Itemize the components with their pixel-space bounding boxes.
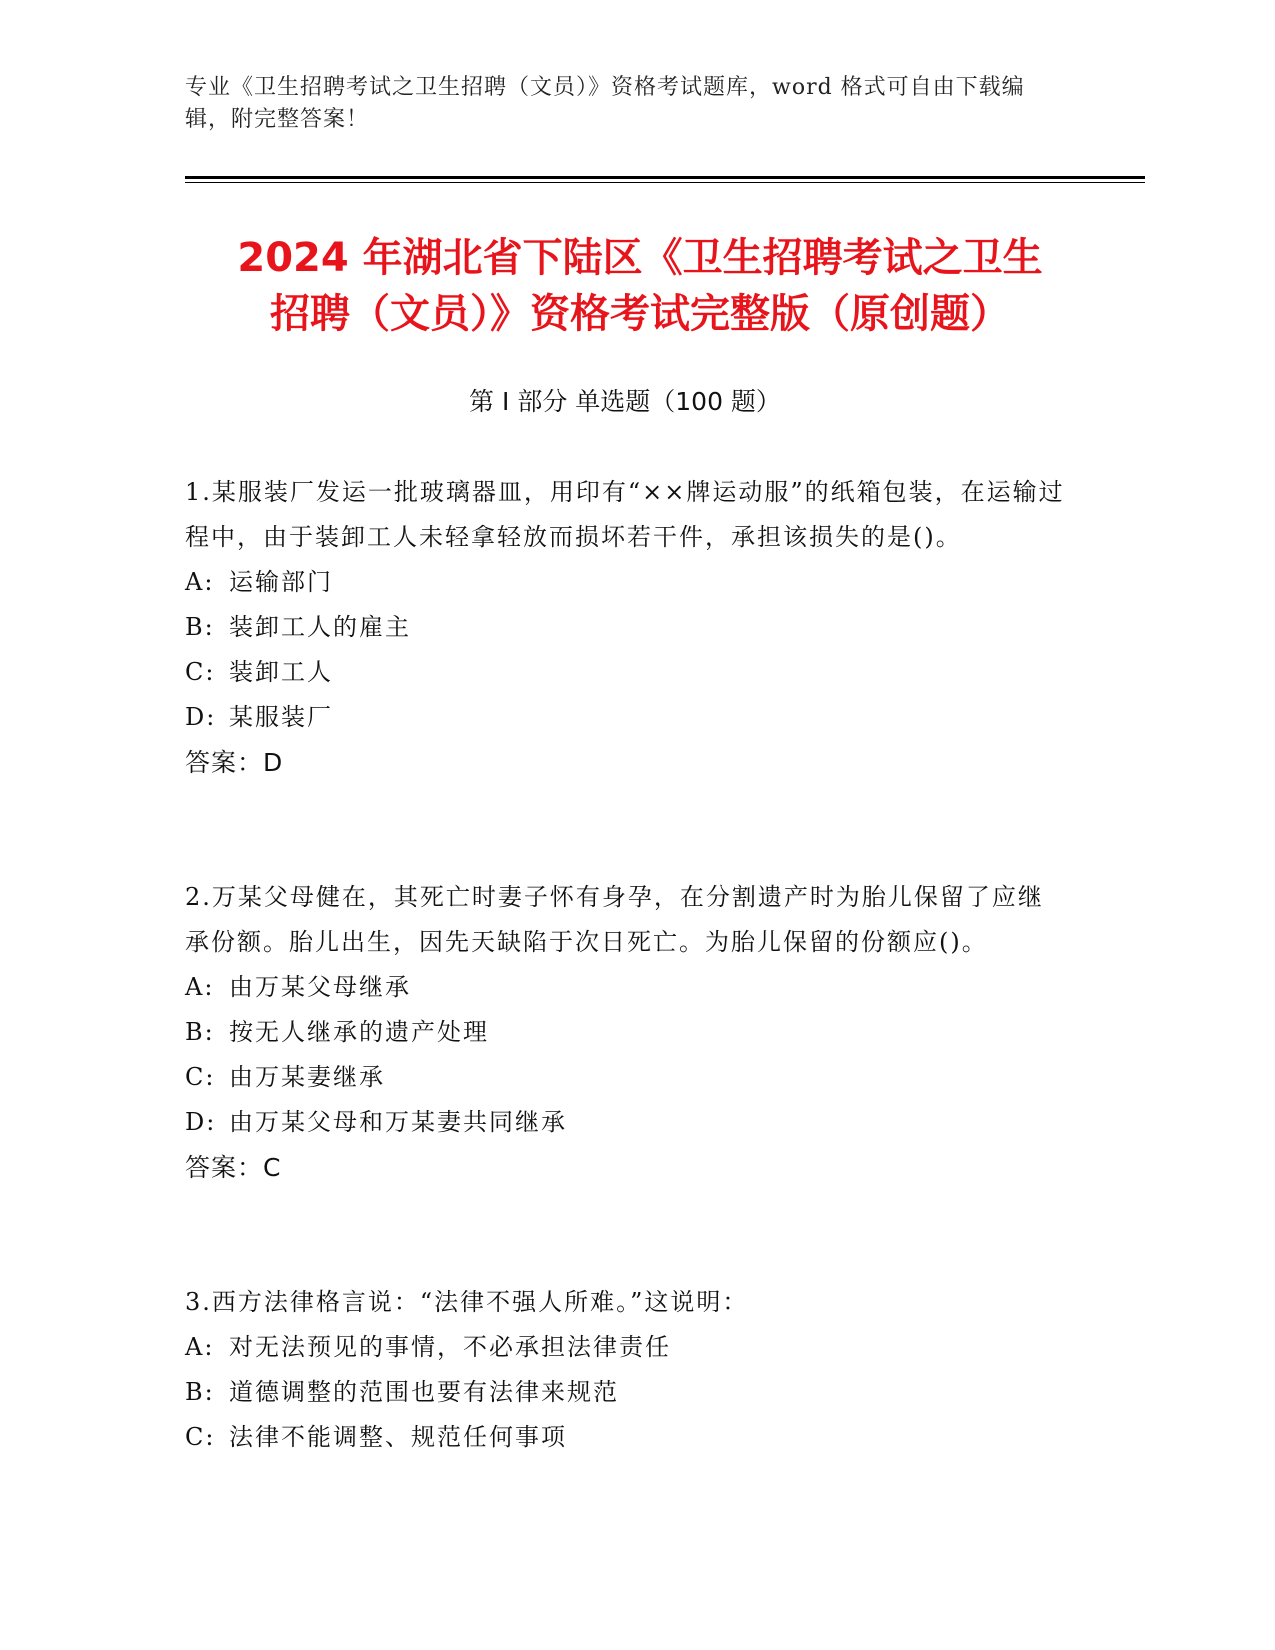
option-letter: C: [185, 658, 216, 686]
header-rule-thick [185, 176, 1145, 179]
option-c [185, 1055, 1065, 1100]
option-b [185, 1010, 1065, 1055]
option-letter: B: [185, 613, 215, 641]
option-text: 按无人继承的遗产处理 [229, 1018, 489, 1046]
header-rule-thin [185, 182, 1145, 183]
option-letter: D: [185, 703, 217, 731]
option-text: 装卸工人 [229, 658, 333, 686]
question-answer: 答案：D [185, 748, 284, 777]
document-title [190, 230, 1090, 342]
option-letter: C: [185, 1423, 216, 1451]
question-stem: 2.万某父母健在，其死亡时妻子怀有身孕，在分割遗产时为胎儿保留了应继承份额。胎儿出生，因先天缺陷于次日死亡。为胎儿保留的份额应()。 [185, 883, 1044, 956]
option-letter: A: [185, 973, 215, 1001]
option-letter: B: [185, 1018, 215, 1046]
document-title-line-1: 2024 年湖北省下陆区《卫生招聘考试之卫生 [237, 235, 1043, 281]
option-text: 法律不能调整、规范任何事项 [229, 1423, 567, 1451]
option-a [185, 1325, 1065, 1370]
option-a [185, 560, 1065, 605]
document-title-line-2: 招聘（文员）》资格考试完整版（原创题） [270, 291, 1010, 337]
option-letter: A: [185, 1333, 215, 1361]
option-letter: A: [185, 568, 215, 596]
question-answer: 答案：C [185, 1153, 282, 1182]
option-text: 运输部门 [229, 568, 333, 596]
option-b [185, 1370, 1065, 1415]
header-note: 专业《卫生招聘考试之卫生招聘（文员）》资格考试题库，word 格式可自由下载编辑，附完整答案！ [185, 75, 1025, 132]
option-d [185, 695, 1065, 740]
question-2 [185, 875, 1065, 1190]
option-c [185, 650, 1065, 695]
option-d [185, 1100, 1065, 1145]
option-text: 某服装厂 [229, 703, 333, 731]
option-letter: B: [185, 1378, 215, 1406]
option-text: 对无法预见的事情，不必承担法律责任 [229, 1333, 671, 1361]
option-text: 由万某妻继承 [229, 1063, 385, 1091]
option-c [185, 1415, 1065, 1460]
question-stem: 3.西方法律格言说：“法律不强人所难。”这说明： [185, 1288, 749, 1316]
option-text: 由万某父母和万某妻共同继承 [229, 1108, 567, 1136]
option-letter: D: [185, 1108, 217, 1136]
option-text: 道德调整的范围也要有法律来规范 [229, 1378, 619, 1406]
option-b [185, 605, 1065, 650]
option-letter: C: [185, 1063, 216, 1091]
option-text: 装卸工人的雇主 [229, 613, 411, 641]
section-title: 第 I 部分 单选题（100 题） [469, 387, 781, 416]
option-text: 由万某父母继承 [229, 973, 411, 1001]
option-a [185, 965, 1065, 1010]
question-1 [185, 470, 1065, 785]
question-stem: 1.某服装厂发运一批玻璃器皿，用印有“××牌运动服”的纸箱包装，在运输过程中，由于装卸工人未轻拿轻放而损坏若干件，承担该损失的是()。 [185, 478, 1065, 551]
question-3 [185, 1280, 1065, 1460]
